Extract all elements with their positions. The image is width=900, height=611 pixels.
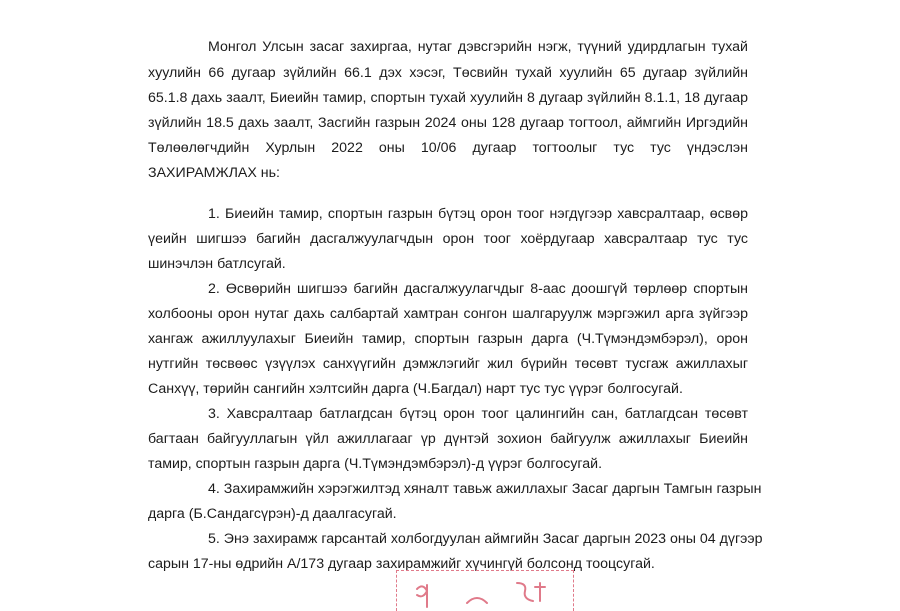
item-5-line: 5. Энэ захирамж гарсантай холбогдуулан аймгийн Засаг даргын 2023 оны 04 дүгээр [208, 531, 763, 547]
item-2-line: 2. Өсвөрийн шигшээ багийн дасгалжуулагчдыг 8-аас доошгүй төрлөөр спортын [208, 281, 748, 297]
preamble-line: 65.1.8 дахь заалт, Биеийн тамир, спортын тухай хуулийн 8 дугаар зүйлийн 8.1.1, 18 дугаар [148, 90, 748, 106]
stamp-marks-icon [397, 571, 573, 611]
preamble-line: Монгол Улсын засаг захиргаа, нутаг дэвсгэрийн нэгж, түүний удирдлагын тухай [208, 39, 748, 55]
item-1-line: шинэчлэн батлсугай. [148, 256, 286, 272]
item-3-line: 3. Хавсралтаар батлагдсан бүтэц орон тоог цалингийн сан, батлагдсан төсөвт [208, 406, 748, 422]
preamble-line: зүйлийн 18.5 дахь заалт, Засгийн газрын 2024 оны 128 дугаар тогтоол, аймгийн Иргэдийн [148, 115, 748, 131]
item-1-line: 1. Биеийн тамир, спортын газрын бүтэц орон тоог нэгдүгээр хавсралтаар, өсвөр [208, 206, 748, 222]
item-4-line: дарга (Б.Сандагсүрэн)-д даалгасугай. [148, 506, 397, 522]
item-2-line: холбооны орон нутаг дахь салбартай хамтран сонгон шалгаруулж мэргэжил арга зүйгээр [148, 306, 748, 322]
official-stamp [396, 570, 574, 611]
item-2-line: нутгийн төсвөөс үзүүлэх санхүүгийн дэмжлэгийг жил бүрийн төсөвт тусгаж ажиллахыг [148, 356, 748, 372]
item-1-line: үеийн шигшээ багийн дасгалжуулагчдын орон тоог хоёрдугаар хавсралтаар тус тус [148, 231, 748, 247]
item-2-line: хангаж ажиллуулахыг Биеийн тамир, спортын газрын дарга (Ч.Түмэндэмбэрэл), орон [148, 331, 748, 347]
preamble-decree-word: ЗАХИРАМЖЛАХ нь: [148, 165, 280, 181]
preamble-line: хуулийн 66 дугаар зүйлийн 66.1 дэх хэсэг, Төсвийн тухай хуулийн 65 дугаар зүйлийн [148, 65, 748, 81]
item-4-line: 4. Захирамжийн хэрэгжилтэд хяналт тавьж ажиллахыг Засаг даргын Тамгын газрын [208, 481, 762, 497]
item-2-line: Санхүү, төрийн сангийн хэлтсийн дарга (Ч.Багдал) нарт тус тус үүрэг болгосугай. [148, 381, 683, 397]
item-5-line: сарын 17-ны өдрийн А/173 дугаар захирамжийг хүчингүй болсонд тооцсугай. [148, 556, 655, 572]
preamble-line: Төлөөлөгчдийн Хурлын 2022 оны 10/06 дугаар тогтоолыг тус тус үндэслэн [148, 140, 748, 156]
item-3-line: тамир, спортын газрын дарга (Ч.Түмэндэмбэрэл)-д үүрэг болгосугай. [148, 456, 603, 472]
item-3-line: багтаан байгууллагын үйл ажиллагааг үр дүнтэй зохион байгуулж ажиллахыг Биеийн [148, 431, 748, 447]
